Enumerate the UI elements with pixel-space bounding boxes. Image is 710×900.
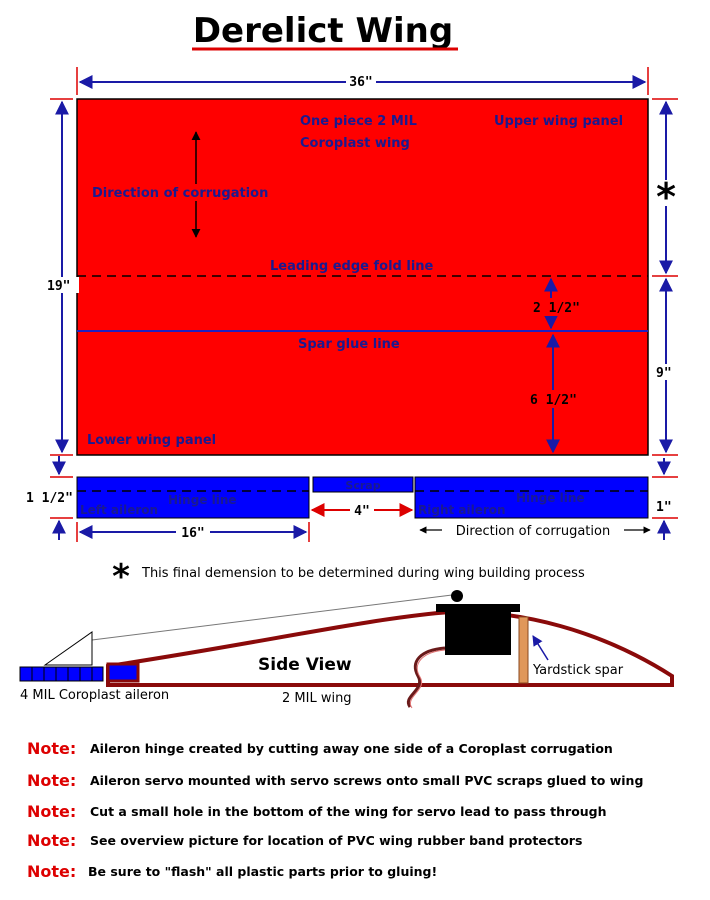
left-aileron-label: Left aileron [80,503,159,517]
note-item: Cut a small hole in the bottom of the wing for servo lead to pass through [90,804,607,819]
left-aileron-height-label: 1 1/2" [26,491,73,506]
fold-offset-label: 2 1/2" [533,301,580,316]
star-note-symbol: * [112,557,130,597]
height-dimension-label: 19" [47,279,71,294]
side-aileron-label: 4 MIL Coroplast aileron [20,688,170,703]
yardstick-spar [519,617,528,683]
note-prefix: Note: [27,862,77,881]
yardstick-spar-label: Yardstick spar [533,663,624,678]
note-prefix: Note: [27,831,77,850]
page-title: Derelict Wing [192,11,454,51]
note-item: See overview picture for location of PVC wing rubber band protectors [90,833,583,848]
gap-dimension-label: 4" [354,504,370,519]
scrap-label: Scrap [345,479,381,492]
note-item: Aileron servo mounted with servo screws onto small PVC scraps glued to wing [90,773,644,788]
lower-wing-panel-label: Lower wing panel [87,433,217,448]
right-aileron-height-label: 1" [656,500,672,515]
right-aileron-label: Right aileron [418,503,506,517]
side-wing-label: 2 MIL wing [282,691,352,706]
side-wing-trailing-strip [108,664,138,681]
direction-of-corrugation-label: Direction of corrugation [92,186,269,201]
spar-offset-label: 6 1/2" [530,393,577,408]
note-prefix: Note: [27,802,77,821]
lower-height-label: 9" [656,366,672,381]
aileron-corrugation-label: Direction of corrugation [455,524,611,539]
note-prefix: Note: [27,739,77,758]
material-line-1: One piece 2 MIL [300,114,417,129]
upper-wing-panel-label: Upper wing panel [494,114,624,129]
note-item: Be sure to "flash" all plastic parts prior to gluing! [88,864,438,879]
control-horn [45,632,92,665]
servo-tab [436,604,520,612]
notes-list [27,739,643,881]
star-note-text: This final demension to be determined during wing building process [142,566,585,581]
aileron-width-label: 16" [181,526,205,541]
left-hinge-label: Hinge line [168,493,237,507]
servo-body [445,605,511,655]
width-dimension-label: 36" [349,75,373,90]
spar-glue-line-label: Spar glue line [298,337,400,352]
servo-horn-hub [451,590,463,602]
star-dimension-symbol: * [656,175,676,219]
material-line-2: Coroplast wing [300,136,410,151]
note-prefix: Note: [27,771,77,790]
fold-line-label: Leading edge fold line [270,259,434,274]
note-item: Aileron hinge created by cutting away one side of a Coroplast corrugation [90,741,613,756]
side-view-title: Side View [258,655,352,675]
right-hinge-label: Hinge line [516,491,585,505]
